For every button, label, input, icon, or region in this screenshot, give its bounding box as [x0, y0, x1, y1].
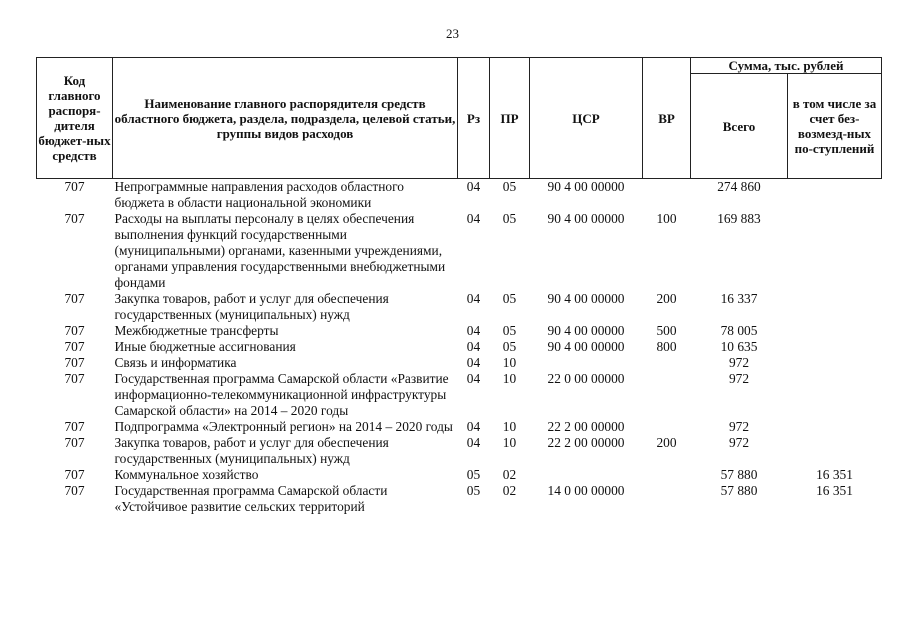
table-row: [37, 323, 882, 339]
cell-total: 972: [728, 355, 750, 370]
cell-pr: 05: [502, 291, 517, 306]
cell-rz: 04: [466, 339, 481, 354]
cell-code: 707: [64, 179, 85, 194]
cell-pr: 10: [502, 435, 517, 450]
cell-csr: 90 4 00 00000: [547, 179, 625, 194]
cell-csr: 90 4 00 00000: [547, 339, 625, 354]
cell-csr: 90 4 00 00000: [547, 211, 625, 226]
header-code: Код главного распоря-дителя бюджет-ных средств: [37, 58, 113, 179]
page-number: 23: [446, 26, 459, 41]
cell-name: Непрограммные направления расходов областного бюджета в области национальной экономики: [114, 179, 404, 210]
header-pr: ПР: [490, 58, 530, 179]
cell-pr: 05: [502, 179, 517, 194]
cell-free: [788, 419, 882, 435]
cell-free: [788, 355, 882, 371]
cell-code: 707: [64, 419, 85, 434]
cell-pr: 05: [502, 211, 517, 226]
cell-name: Межбюджетные трансферты: [114, 323, 279, 338]
header-vr: ВР: [643, 58, 691, 179]
cell-code: 707: [64, 211, 85, 226]
cell-vr: 100: [656, 211, 677, 226]
cell-rz: 05: [466, 467, 481, 482]
cell-pr: 05: [502, 339, 517, 354]
cell-code: 707: [64, 435, 85, 450]
cell-rz: 04: [466, 179, 481, 194]
cell-rz: 04: [466, 323, 481, 338]
cell-total: 57 880: [720, 483, 758, 498]
header-free: в том числе за счет без-возмезд-ных по-ступлений: [788, 74, 882, 179]
table-row: [37, 435, 882, 467]
table-body: [37, 179, 882, 516]
cell-vr: [643, 355, 691, 371]
cell-code: 707: [64, 355, 85, 370]
cell-code: 707: [64, 467, 85, 482]
table-row: [37, 339, 882, 355]
cell-rz: 04: [466, 419, 481, 434]
cell-free: [788, 179, 882, 212]
cell-code: 707: [64, 339, 85, 354]
cell-total: 57 880: [720, 467, 758, 482]
table-row: [37, 211, 882, 291]
cell-rz: 04: [466, 355, 481, 370]
cell-vr: [643, 371, 691, 419]
table-row: [37, 483, 882, 515]
cell-csr: [530, 355, 643, 371]
cell-free: [788, 291, 882, 323]
table-row: [37, 291, 882, 323]
cell-free: [788, 435, 882, 467]
cell-total: 972: [728, 435, 750, 450]
cell-free: 16 351: [816, 483, 853, 498]
cell-vr: 800: [656, 339, 677, 354]
cell-csr: 90 4 00 00000: [547, 291, 625, 306]
cell-code: 707: [64, 323, 85, 338]
cell-free: [788, 323, 882, 339]
cell-vr: [643, 179, 691, 212]
cell-free: [788, 339, 882, 355]
cell-name: Подпрограмма «Электронный регион» на 2014 – 2020 годы: [114, 419, 453, 434]
cell-csr: 14 0 00 00000: [547, 483, 625, 498]
cell-code: 707: [64, 371, 85, 386]
cell-total: 78 005: [720, 323, 758, 338]
header-csr: ЦСР: [530, 58, 643, 179]
cell-pr: 02: [502, 483, 517, 498]
cell-total: 169 883: [717, 211, 761, 226]
cell-name: Коммунальное хозяйство: [114, 467, 259, 482]
cell-vr: 500: [656, 323, 677, 338]
header-sum: Сумма, тыс. рублей: [691, 58, 882, 74]
cell-pr: 05: [502, 323, 517, 338]
cell-rz: 04: [466, 211, 481, 226]
cell-total: 274 860: [717, 179, 761, 194]
table-row: [37, 355, 882, 371]
table-row: [37, 419, 882, 435]
cell-name: Расходы на выплаты персоналу в целях обеспечения выполнения функций государственными (муниципальными) органами, казенными учреждениями, органами управления государственными внебюджетными фондами: [114, 211, 446, 290]
cell-name: Закупка товаров, работ и услуг для обеспечения государственных (муниципальных) нужд: [114, 435, 389, 466]
cell-total: 10 635: [720, 339, 758, 354]
table-row: [37, 467, 882, 483]
cell-vr: 200: [656, 435, 677, 450]
cell-name: Связь и информатика: [114, 355, 237, 370]
header-rz: Рз: [458, 58, 490, 179]
cell-vr: [643, 419, 691, 435]
header-total: Всего: [691, 74, 788, 179]
cell-name: Государственная программа Самарской области «Развитие информационно-телекоммуникационной инфраструктуры Самарской области» на 2014 – 2020 годы: [114, 371, 449, 418]
cell-vr: [643, 483, 691, 515]
cell-code: 707: [64, 291, 85, 306]
cell-rz: 04: [466, 371, 481, 386]
budget-table: [36, 57, 882, 515]
table-header: [37, 58, 882, 179]
cell-pr: 10: [502, 419, 517, 434]
cell-total: 972: [728, 419, 750, 434]
cell-name: Закупка товаров, работ и услуг для обеспечения государственных (муниципальных) нужд: [114, 291, 389, 322]
cell-free: [788, 371, 882, 419]
cell-name: Государственная программа Самарской области «Устойчивое развитие сельских территорий: [114, 483, 388, 514]
cell-total: 16 337: [720, 291, 758, 306]
cell-rz: 05: [466, 483, 481, 498]
cell-csr: 22 2 00 00000: [547, 419, 625, 434]
table-row: [37, 179, 882, 212]
cell-vr: [643, 467, 691, 483]
cell-total: 972: [728, 371, 750, 386]
cell-free: 16 351: [816, 467, 853, 482]
cell-name: Иные бюджетные ассигнования: [114, 339, 296, 354]
cell-pr: 10: [502, 371, 517, 386]
cell-code: 707: [64, 483, 85, 498]
cell-rz: 04: [466, 435, 481, 450]
cell-csr: 22 0 00 00000: [547, 371, 625, 386]
cell-vr: 200: [656, 291, 677, 306]
cell-csr: [530, 467, 643, 483]
cell-csr: 22 2 00 00000: [547, 435, 625, 450]
cell-free: [788, 211, 882, 291]
table-row: [37, 371, 882, 419]
cell-rz: 04: [466, 291, 481, 306]
cell-pr: 10: [502, 355, 517, 370]
cell-pr: 02: [502, 467, 517, 482]
header-name: Наименование главного распорядителя средств областного бюджета, раздела, подраздела, целевой статьи, группы видов расходов: [113, 58, 458, 179]
cell-csr: 90 4 00 00000: [547, 323, 625, 338]
